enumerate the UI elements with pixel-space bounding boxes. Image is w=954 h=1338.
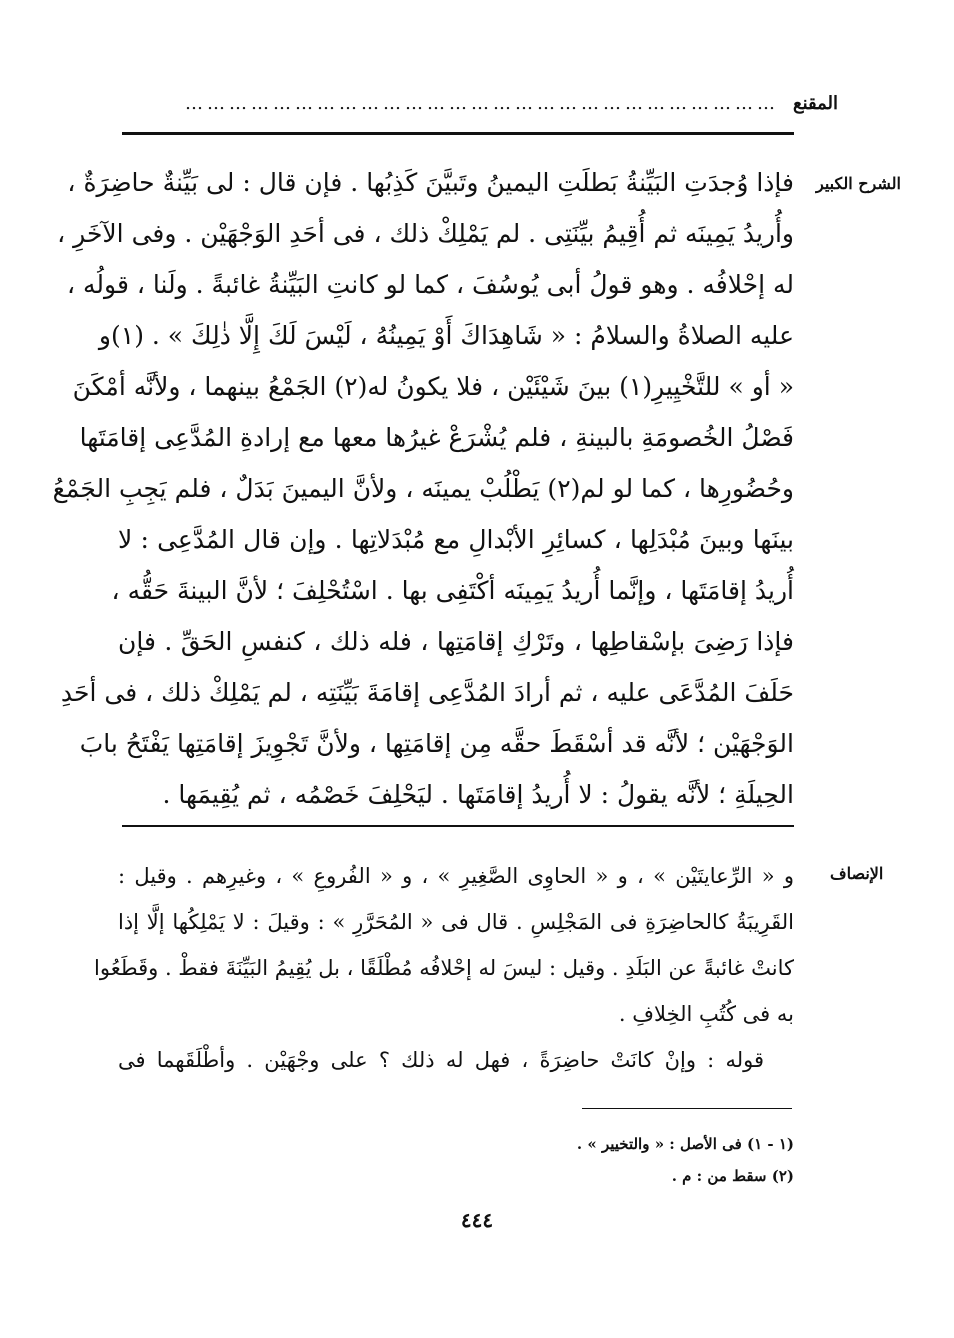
- main-line: فإذا رَضِىَ بإسْقاطِها ، وتَرْكِ إقامَتِها ، فله ذلك ، كنفسِ الحَقِّ . فإن: [118, 627, 794, 656]
- footnote-rule: [582, 1108, 792, 1109]
- insaf-text-block: [94, 853, 794, 1083]
- insaf-line: القَرِيبَةُ كالحاضِرَةِ فى المَجْلِسِ . قال فى « المُحَرَّرِ » : وقيلَ : لا يَمْلِكُها إلَّا إذا: [118, 910, 794, 934]
- main-line: « أو » للتَّخْيِيرِ(١) بينَ شَيْئَيْن ، فلا يكونُ له(٢) الجَمْعُ بينهما ، ولأنَّه أمْكَنَ: [72, 372, 794, 401]
- main-line: عليه الصلاةُ والسلامُ : « شَاهِدَاكَ أَوْ يَمِينُهُ ، لَيْسَ لَكَ إِلَّا ذٰلِكَ » . (١)و: [98, 321, 794, 350]
- section-divider: [122, 825, 794, 827]
- header-rule: [122, 132, 794, 135]
- main-text-block: [52, 157, 794, 820]
- margin-label-sharh: الشرح الكبير: [816, 174, 901, 193]
- main-line: فإذا وُجدَتِ البَيِّنةُ بَطلَتِ اليمينُ وتَبيَّنَ كَذِبُها . فإن قال : لى بَيِّنةٌ حاضِرَةٌ ،: [67, 168, 794, 197]
- insaf-line: و « الرِّعايتَيْن » ، و « الحاوِى الصَّغِيرِ » ، و « الفُروعِ » ، وغيرِهم . وقيل :: [118, 864, 794, 888]
- main-line: الحِيلَةِ ؛ لأنَّه يقولُ : لا أُريدُ إقامَتَها . ليَحْلِفَ خَصْمُه ، ثم يُقِيمَها .: [162, 780, 794, 809]
- leader-dots: ………………………………………………………………………: [184, 92, 779, 114]
- insaf-line: به فى كُتُبِ الخِلافِ .: [618, 1002, 794, 1026]
- margin-label-insaf: الإنصاف: [830, 864, 884, 883]
- main-line: وحُضُورِها ، كما لو لم(٢) يَطْلُبْ يمينَه ، ولأنَّ اليمينَ بَدَلٌ ، فلم يَجِبِ الجَمْعُ: [52, 474, 794, 503]
- main-line: فَصْلُ الخُصومَةِ بالبينةِ ، فلم يُشْرَعْ غيرُها معها مع إرادةِ المُدَّعِى إقامَتَها: [79, 423, 794, 452]
- main-line: أُريدُ إقامَتَها ، وإنَّما أُريدُ يَمِينَه أكْتَفِى بها . اسْتُحْلِفَ ؛ لأنَّ البينةَ حَقُّه ،: [111, 576, 794, 605]
- main-line: بينَها وبينَ مُبْدَلِها ، كسائِرِ الأبْدالِ مع مُبْدَلاتِها . وإن قال المُدَّعِى : لا: [118, 525, 794, 554]
- main-line: وأُريدُ يَمِينَه ثم أُقِيمُ بيِّنَتِى . لم يَمْلِكْ ذلك ، فى أحَدِ الوَجْهَيْن . وفى الآخَرِ ،: [57, 219, 794, 248]
- footnote: (١ - ١) فى الأصل : « والتخيير » .: [576, 1135, 794, 1153]
- main-line: الوَجْهَيْن ؛ لأنَّه قد أسْقَطَ حقَّه مِن إقامَتِها ، ولأنَّ تَجْوِيزَ إقامَتِها يَفْتَحُ بابَ: [79, 729, 794, 758]
- main-line: له إحْلافُه . وهو قولُ أبى يُوسُفَ ، كما لو كانتِ البَيِّنةُ غائبةً . ولَنا ، قولُه ،: [67, 270, 794, 299]
- footnotes: [420, 1128, 794, 1192]
- page-number: ٤٤٤: [460, 1208, 494, 1232]
- running-title: المقنع: [792, 92, 838, 114]
- insaf-line: قوله : وإنْ كانَتْ حاضِرَةً ، فهل له ذلك ؟ على وجْهَيْن . وأطْلَقَهما فى: [118, 1048, 764, 1072]
- running-head: [118, 88, 838, 118]
- main-line: حَلَفَ المُدَّعَى عليه ، ثم أرادَ المُدَّعِى إقامَةَ بَيِّنَتِه ، لم يَمْلِكْ ذلك ، فى أحَدِ: [60, 678, 794, 707]
- footnote: (٢) سقط من : م .: [671, 1167, 794, 1185]
- insaf-line: كانتْ غائبةً عن البَلَدِ . وقيل : ليسَ له إحْلافُه مُطْلَقًا ، بل يُقِيمُ البَيِّنَةَ فقطْ . وقَطَعُوا: [94, 956, 794, 980]
